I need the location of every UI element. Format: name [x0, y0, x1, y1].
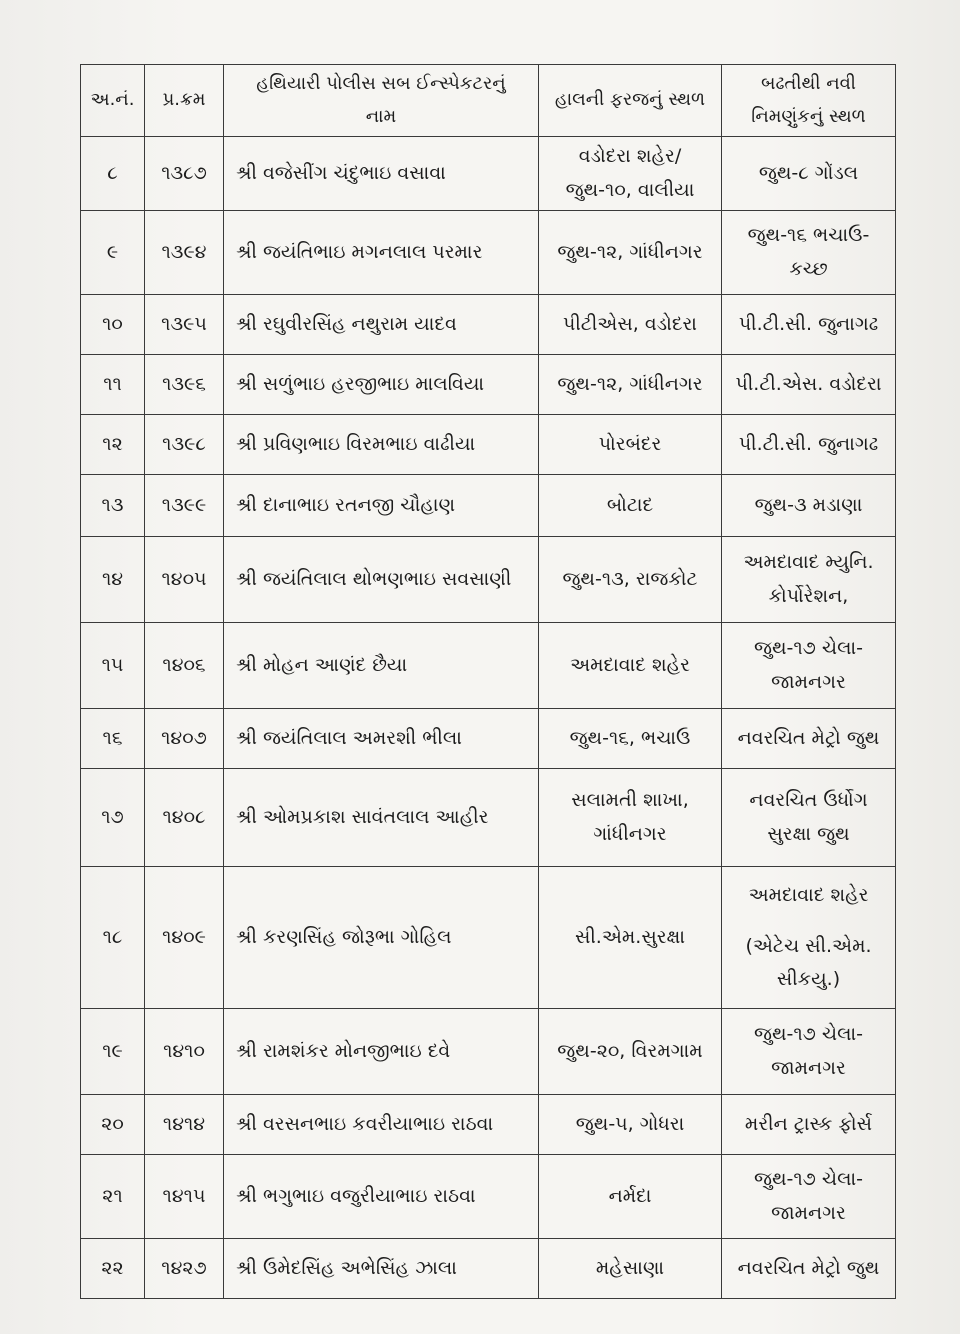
name-cell: શ્રી મોહન આણંદ છૈયા	[224, 623, 539, 709]
seniority-cell: ૧૩૯૬	[145, 355, 224, 415]
name-cell: શ્રી જયંતિભાઇ મગનલાલ પરમાર	[224, 211, 539, 295]
header-row	[81, 65, 896, 137]
seniority-cell: ૧૪૦૭	[145, 709, 224, 769]
new-posting-cell: જુથ-૮ ગોંડલ	[722, 137, 896, 211]
seniority-cell: ૧૪૧૫	[145, 1155, 224, 1239]
new-posting-cell: નવરચિત ઉર્ધોગ સુરક્ષા જુથ	[722, 769, 896, 867]
table-row	[81, 1009, 896, 1095]
current-posting-cell: જુથ-૧૩, રાજકોટ	[539, 537, 722, 623]
name-cell: શ્રી વજેસીંગ ચંદુભાઇ વસાવા	[224, 137, 539, 211]
table-row	[81, 1239, 896, 1299]
new-posting-cell: અમદાવાદ મ્યુનિ. કોર્પોરેશન,	[722, 537, 896, 623]
new-posting-cell: જુથ-૧૭ ચેલા- જામનગર	[722, 1009, 896, 1095]
name-cell: શ્રી જયંતિલાલ અમરશી ભીલા	[224, 709, 539, 769]
serial-cell: ૧૫	[81, 623, 145, 709]
current-posting-cell: પીટીએસ, વડોદરા	[539, 295, 722, 355]
seniority-cell: ૧૩૯૫	[145, 295, 224, 355]
current-posting-cell: સલામતી શાખા, ગાંધીનગર	[539, 769, 722, 867]
table-row	[81, 623, 896, 709]
table-row	[81, 137, 896, 211]
table-row	[81, 709, 896, 769]
current-posting-cell: જુથ-૧૬, ભચાઉ	[539, 709, 722, 769]
seniority-cell: ૧૩૯૮	[145, 415, 224, 475]
seniority-cell: ૧૪૧૪	[145, 1095, 224, 1155]
seniority-cell: ૧૪૦૫	[145, 537, 224, 623]
name-cell: શ્રી કરણસિંહ જોરૂભા ગોહિલ	[224, 867, 539, 1009]
seniority-cell: ૧૪૦૯	[145, 867, 224, 1009]
serial-cell: ૧૬	[81, 709, 145, 769]
new-posting-cell: જુથ-૧૬ ભચાઉ- કચ્છ	[722, 211, 896, 295]
seniority-cell: ૧૪૧૦	[145, 1009, 224, 1095]
seniority-cell: ૧૪૦૮	[145, 769, 224, 867]
new-posting-cell: મરીન ટ્રાસ્ક ફોર્સ	[722, 1095, 896, 1155]
new-posting-cell: જુથ-૩ મડાણા	[722, 475, 896, 537]
name-cell: શ્રી જયંતિલાલ થોભણભાઇ સવસાણી	[224, 537, 539, 623]
current-posting-cell: પોરબંદર	[539, 415, 722, 475]
header-serial: અ.નં.	[81, 65, 145, 137]
current-posting-cell: જુથ-૧૨, ગાંધીનગર	[539, 211, 722, 295]
current-posting-cell: જુથ-૫, ગોધરા	[539, 1095, 722, 1155]
current-posting-cell: સી.એમ.સુરક્ષા	[539, 867, 722, 1009]
name-cell: શ્રી રઘુવીરસિંહ નથુરામ યાદવ	[224, 295, 539, 355]
table-row	[81, 355, 896, 415]
name-cell: શ્રી સળુંભાઇ હરજીભાઇ માલવિયા	[224, 355, 539, 415]
name-cell: શ્રી રામશંકર મોનજીભાઇ દવે	[224, 1009, 539, 1095]
current-posting-cell: જુથ-૨૦, વિરમગામ	[539, 1009, 722, 1095]
serial-cell: ૧૪	[81, 537, 145, 623]
new-posting-cell: પી.ટી.સી. જુનાગઢ	[722, 415, 896, 475]
table-row	[81, 475, 896, 537]
serial-cell: ૧૭	[81, 769, 145, 867]
header-name-line1: હથિયારી પોલીસ સબ ઈન્સ્પેકટરનું	[256, 73, 506, 95]
current-posting-cell: મહેસાણા	[539, 1239, 722, 1299]
serial-cell: ૨૨	[81, 1239, 145, 1299]
new-posting-cell: અમદાવાદ શહેર (એટેચ સી.એમ. સીકયુ.)	[722, 867, 896, 1009]
serial-cell: ૧૦	[81, 295, 145, 355]
name-cell: શ્રી ઓમપ્રકાશ સાવંતલાલ આહીર	[224, 769, 539, 867]
name-cell: શ્રી દાનાભાઇ રતનજી ચૌહાણ	[224, 475, 539, 537]
serial-cell: ૨૧	[81, 1155, 145, 1239]
new-posting-cell: પી.ટી.એસ. વડોદરા	[722, 355, 896, 415]
table-row	[81, 211, 896, 295]
new-posting-cell: જુથ-૧૭ ચેલા- જામનગર	[722, 623, 896, 709]
new-posting-cell: નવરચિત મેટ્રો જુથ	[722, 709, 896, 769]
table-row	[81, 415, 896, 475]
name-cell: શ્રી ભગુભાઇ વજુરીયાભાઇ રાઠવા	[224, 1155, 539, 1239]
serial-cell: ૧૨	[81, 415, 145, 475]
table-row	[81, 1095, 896, 1155]
table-row	[81, 867, 896, 1009]
new-posting-cell: નવરચિત મેટ્રો જુથ	[722, 1239, 896, 1299]
seniority-cell: ૧૪૨૭	[145, 1239, 224, 1299]
header-name-line2: નામ	[365, 105, 397, 127]
serial-cell: ૧૧	[81, 355, 145, 415]
serial-cell: ૨૦	[81, 1095, 145, 1155]
table-row	[81, 295, 896, 355]
current-posting-cell: અમદાવાદ શહેર	[539, 623, 722, 709]
new-posting-cell: જુથ-૧૭ ચેલા- જામનગર	[722, 1155, 896, 1239]
header-seniority: પ્ર.ક્રમ	[145, 65, 224, 137]
seniority-cell: ૧૩૯૪	[145, 211, 224, 295]
serial-cell: ૧૩	[81, 475, 145, 537]
table-row	[81, 1155, 896, 1239]
serial-cell: ૧૯	[81, 1009, 145, 1095]
header-new-line2: નિમણુંકનું સ્થળ	[751, 105, 866, 127]
name-cell: શ્રી ઉમેદસિંહ અભેસિંહ ઝાલા	[224, 1239, 539, 1299]
serial-cell: ૯	[81, 211, 145, 295]
promotion-table	[80, 64, 896, 1299]
serial-cell: ૧૮	[81, 867, 145, 1009]
table-row	[81, 769, 896, 867]
name-cell: શ્રી વરસનભાઇ કવરીયાભાઇ રાઠવા	[224, 1095, 539, 1155]
name-cell: શ્રી પ્રવિણભાઇ વિરમભાઇ વાઢીયા	[224, 415, 539, 475]
new-posting-cell: પી.ટી.સી. જુનાગઢ	[722, 295, 896, 355]
serial-cell: ૮	[81, 137, 145, 211]
seniority-cell: ૧૩૯૯	[145, 475, 224, 537]
seniority-cell: ૧૪૦૬	[145, 623, 224, 709]
table-row	[81, 537, 896, 623]
current-posting-cell: વડોદરા શહેર/ જુથ-૧૦, વાલીયા	[539, 137, 722, 211]
current-posting-cell: જુથ-૧૨, ગાંધીનગર	[539, 355, 722, 415]
current-posting-cell: બોટાદ	[539, 475, 722, 537]
seniority-cell: ૧૩૮૭	[145, 137, 224, 211]
current-posting-cell: નર્મદા	[539, 1155, 722, 1239]
header-new-line1: બઢતીથી નવી	[761, 73, 856, 95]
header-new-posting	[722, 65, 896, 137]
header-name	[224, 65, 539, 137]
header-current-posting: હાલની ફરજનું સ્થળ	[539, 65, 722, 137]
